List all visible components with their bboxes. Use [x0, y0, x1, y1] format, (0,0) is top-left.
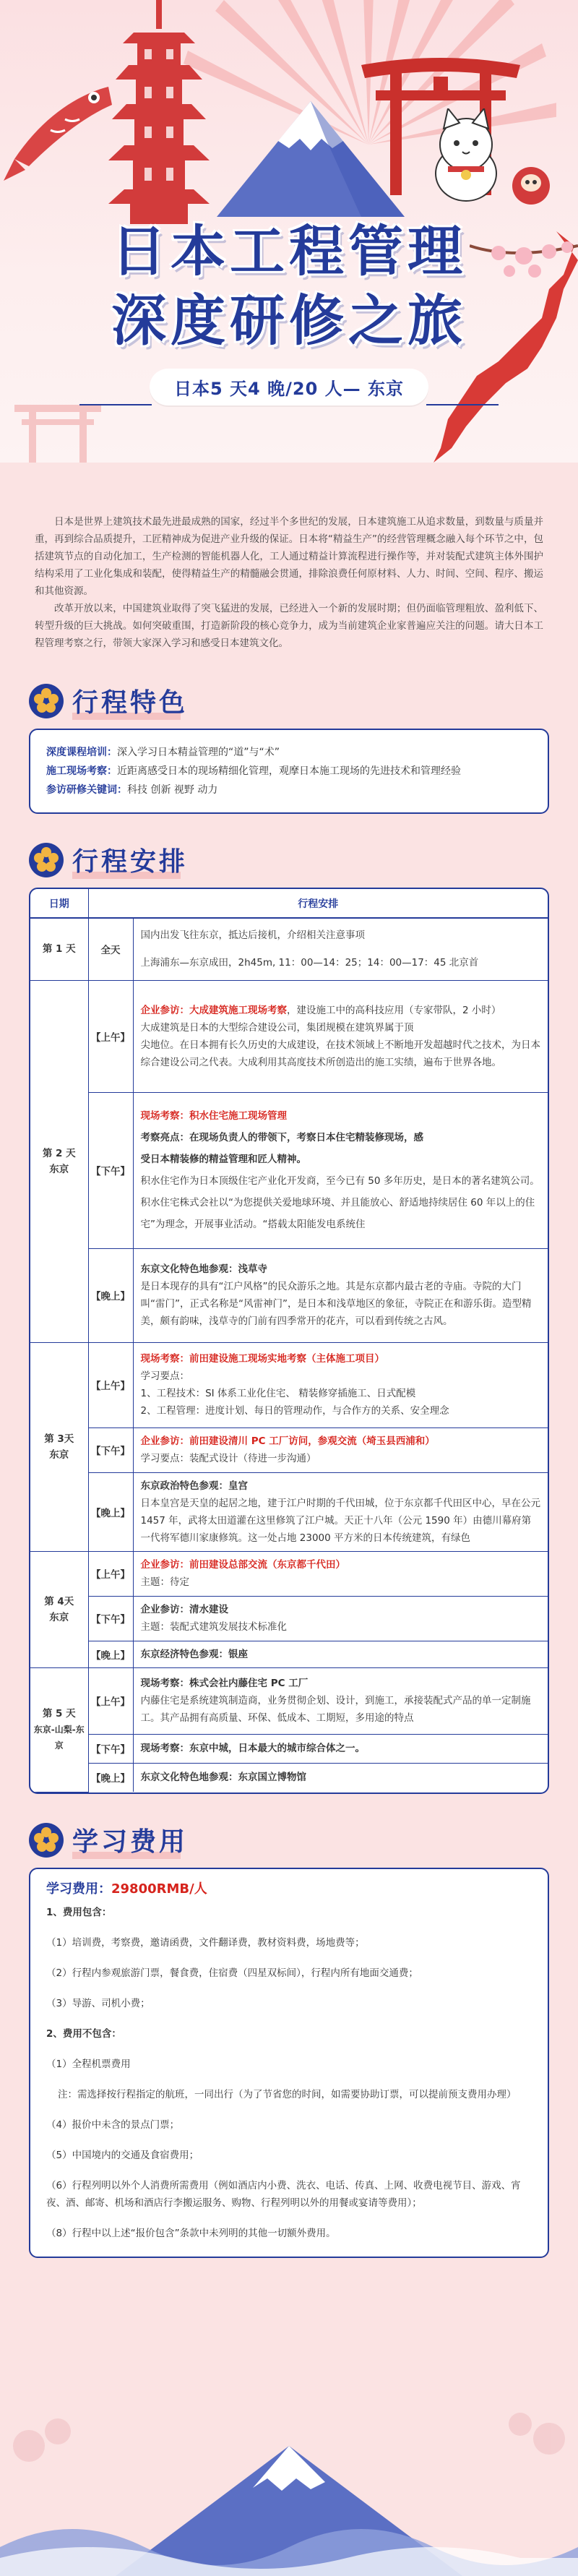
plan-cell: 东京经济特色参观：银座 [133, 1641, 548, 1667]
excluded-item: （4）报价中未含的景点门票； [46, 2118, 180, 2131]
slot-cell: 【下午】 [88, 1092, 133, 1248]
slot-cell: 【上午】 [88, 980, 133, 1092]
excluded-item: （5）中国境内的交通及食宿费用； [46, 2149, 199, 2161]
plum-blossom-icon [29, 1823, 64, 1858]
plan-cell: 现场考察：前田建设施工现场实地考察（主体施工项目） 学习要点： 1、工程技术：SI 体系工业化住宅、 精装修穿插施工、日式配模 2、工程管理：进度计划、每日的管理动作，与合作方的关系、安全理念 [133, 1342, 548, 1427]
hero-subtitle: 日本5 天4 晚/20 人— 东京 [150, 369, 428, 405]
fees-section-header [29, 1820, 549, 1860]
feature-row [46, 762, 532, 781]
table-row [30, 1342, 548, 1427]
plan-cell: 现场考察：株式会社内藤住宅 PC 工厂 内藤住宅是系统建筑制造商，业务贯彻企划、设计，到施工，承接装配式产品的单一定制施工。其产品拥有高质量、环保、低成本、工期短，多用途的特点 [133, 1667, 548, 1734]
excluded-item: （8）行程中以上述“报价包含”条款中未列明的其他一切额外费用。 [46, 2227, 336, 2239]
feature-text: 科技 创新 视野 动力 [127, 784, 218, 796]
day-cell: 第 5 天 东京-山梨-东京 [30, 1667, 88, 1792]
schedule-section-header [29, 840, 549, 880]
schedule-table [30, 889, 548, 1793]
slot-cell: 【晚上】 [88, 1472, 133, 1551]
features-title: 行程特色 [72, 688, 189, 718]
fee-amount: 29800RMB/人 [111, 1881, 207, 1897]
table-row [30, 1248, 548, 1342]
plum-blossom-icon [29, 684, 64, 718]
table-row [30, 1472, 548, 1551]
table-row [30, 1092, 548, 1248]
hero-title-line-1: 日本工程管理 [111, 219, 467, 283]
plan-cell: 现场考察：积水住宅施工现场管理 考察亮点：在现场负责人的带领下，考察日本住宅精装修现场，感 受日本精装修的精益管理和匠人精神。 积水住宅作为日本顶级住宅产业化开发商，至今已有 50 多年历史，是日本的著名建筑公司。积水住宅株式会社以“为您提供关爱地球环境、并且能放心、舒适地持续居住 60 年以上的住宅”为理念，开展事业活动。“搭载太阳能发电系统住 [133, 1092, 548, 1248]
koi-fish-flag-icon [0, 72, 116, 188]
table-row [30, 1641, 548, 1667]
slot-cell: 【上午】 [88, 1551, 133, 1596]
col-date-header: 日期 [30, 889, 88, 918]
feature-label: 参访研修关键词： [46, 784, 127, 796]
subtitle-rule-right [426, 404, 499, 405]
feature-label: 施工现场考察： [46, 765, 117, 777]
pagoda-illustration [108, 0, 210, 224]
schedule-card [29, 888, 549, 1794]
plan-cell: 企业参访：大成建筑施工现场考察，建设施工中的高科技应用（专家带队，2 小时） 大成建筑是日本的大型综合建设公司，集团规模在建筑界属于顶 尖地位。在日本拥有长久历史的大成建设，在技术领域上不断地开发超越时代之技术，为日本综合建设公司之代表。大成利用其高度技术所创造出的施工实绩，遍布于世界各地。 [133, 980, 548, 1092]
plan-cell: 东京文化特色地参观：东京国立博物馆 [133, 1763, 548, 1792]
fee-amount-row [46, 1881, 532, 1898]
slot-cell: 【下午】 [88, 1596, 133, 1641]
bottom-mountain-decoration [0, 2403, 578, 2576]
lucky-cat-icon [426, 108, 506, 202]
table-row [30, 1763, 548, 1792]
intro-paragraph-1: 日本是世界上建筑技术最先进最成熟的国家，经过半个多世纪的发展，日本建筑施工从追求数量，到数量与质量并重，再到综合品质提升，工匠精神成为促进产业升级的保证。日本将“精益生产”的经营管理概念融入每个环节之中，包括建筑节点的自动化加工，生产检测的智能机器人化，工人通过精益计算流程进行操作等，并对装配式建筑主体外围护结构采用了工业化集成和装配，使得精益生产的精髓融会贯通，排除浪费任何原材料、人力、时间、空间、程序、搬运和其他资源。 [35, 516, 543, 597]
table-row [30, 980, 548, 1092]
feature-row [46, 743, 532, 762]
features-section-header [29, 681, 549, 721]
schedule-title: 行程安排 [72, 847, 189, 877]
fees-card [29, 1868, 549, 2258]
table-row [30, 918, 548, 980]
included-title: 1、费用包含： [46, 1906, 112, 1918]
slot-cell: 【上午】 [88, 1667, 133, 1734]
intro-paragraph-2: 改革开放以来，中国建筑业取得了突飞猛进的发展，已经进入一个新的发展时期；但仍面临管理粗放、盈利低下、转型升级的巨大挑战。如何突破重围，打造新阶段的核心竞争力，成为当前建筑企业家普遍应关注的问题。请大日本工程管理考察之行，带领大家深入学习和感受日本建筑文化。 [35, 603, 543, 649]
table-row [30, 1427, 548, 1472]
excluded-item: （6）行程列明以外个人消费所需费用（例如酒店内小费、洗衣、电话、传真、上网、收费电视节目、游戏、宵夜、酒、邮寄、机场和酒店行李搬运服务、购物、行程列明以外的用餐或宴请等费用）； [46, 2179, 521, 2209]
plan-cell: 东京政治特色参观：皇宫 日本皇宫是天皇的起居之地，建于江户时期的千代田城，位于东京都千代田区中心，早在公元 1457 年，武将太田道灌在这里修筑了江户城。天正十八年（公元 1590 年）由德川幕府第一代将军德川家康修筑。这一处占地 23000 平方米的日本传统建筑，有绿色 [133, 1472, 548, 1551]
slot-cell: 【上午】 [88, 1342, 133, 1427]
slot-cell: 【下午】 [88, 1427, 133, 1472]
day-cell: 第 1 天 [30, 918, 88, 980]
table-row [30, 1667, 548, 1734]
schedule-header-row [30, 889, 548, 918]
day-cell: 第 3天 东京 [30, 1342, 88, 1551]
hero-banner [0, 0, 578, 463]
feature-text: 近距离感受日本的现场精细化管理，观摩日本施工现场的先进技术和管理经验 [117, 765, 461, 777]
plan-cell: 企业参访：清水建设 主题：装配式建筑发展技术标准化 [133, 1596, 548, 1641]
slot-cell: 【晚上】 [88, 1248, 133, 1342]
features-card [29, 729, 549, 814]
day-cell: 第 2 天 东京 [30, 980, 88, 1342]
slot-cell: 【晚上】 [88, 1641, 133, 1667]
hero-title-line-2: 深度研修之旅 [111, 288, 467, 353]
subtitle-rule-left [79, 404, 152, 405]
feature-label: 深度课程培训： [46, 747, 117, 758]
col-plan-header: 行程安排 [88, 889, 548, 918]
fee-label: 学习费用： [46, 1881, 111, 1897]
slot-cell: 【下午】 [88, 1734, 133, 1763]
hero-title-block [0, 217, 578, 405]
excluded-item: （1）全程机票费用 [46, 2058, 131, 2070]
plum-blossom-icon [29, 843, 64, 877]
feature-row [46, 781, 532, 799]
slot-cell: 全天 [88, 918, 133, 980]
slot-cell: 【晚上】 [88, 1763, 133, 1792]
feature-text: 深入学习日本精益管理的“道”与“术” [117, 747, 280, 758]
included-item: （3）导游、司机小费； [46, 1997, 150, 2009]
plan-cell: 东京文化特色地参观：浅草寺 是日本现存的具有“江户风格”的民众游乐之地。其是东京都内最古老的寺庙。寺院的大门叫“雷门”，正式名称是“风雷神门”，是日本和浅草地区的象征，寺院正在和游乐街。造型精美，颇有韵味，浅草寺的门前有四季常开的花卉，可以看到传统之古风。 [133, 1248, 548, 1342]
plan-cell: 企业参访：前田建设总部交流（东京都千代田） 主题：待定 [133, 1551, 548, 1596]
table-row [30, 1551, 548, 1596]
plan-cell: 现场考察：东京中城，日本最大的城市综合体之一。 [133, 1734, 548, 1763]
plan-cell: 国内出发飞往东京，抵达后接机，介绍相关注意事项 上海浦东—东京成田，2h45m, 11：00—14：25；14：00—17：45 北京首 [133, 918, 548, 980]
included-item: （2）行程内参观旅游门票，餐食费，住宿费（四星双标间），行程内所有地面交通费； [46, 1967, 418, 1979]
table-row [30, 1734, 548, 1763]
daruma-icon [509, 163, 553, 206]
fees-title: 学习费用 [72, 1826, 189, 1857]
included-item: （1）培训费，考察费，邀请函费，文件翻译费，教材资料费，场地费等； [46, 1936, 365, 1949]
excluded-title: 2、费用不包含： [46, 2027, 121, 2040]
torii-faint-decoration [14, 405, 101, 463]
intro-section [0, 463, 578, 674]
table-row [30, 1596, 548, 1641]
excluded-note: 注：需选择按行程指定的航班，一同出行（为了节省您的时间，如需要协助订票，可以提前预支费用办理） [58, 2088, 517, 2100]
day-cell: 第 4天 东京 [30, 1551, 88, 1667]
plan-cell: 企业参访：前田建设清川 PC 工厂访问，参观交流（埼玉县西浦和） 学习要点：装配式设计（待进一步沟通） [133, 1427, 548, 1472]
